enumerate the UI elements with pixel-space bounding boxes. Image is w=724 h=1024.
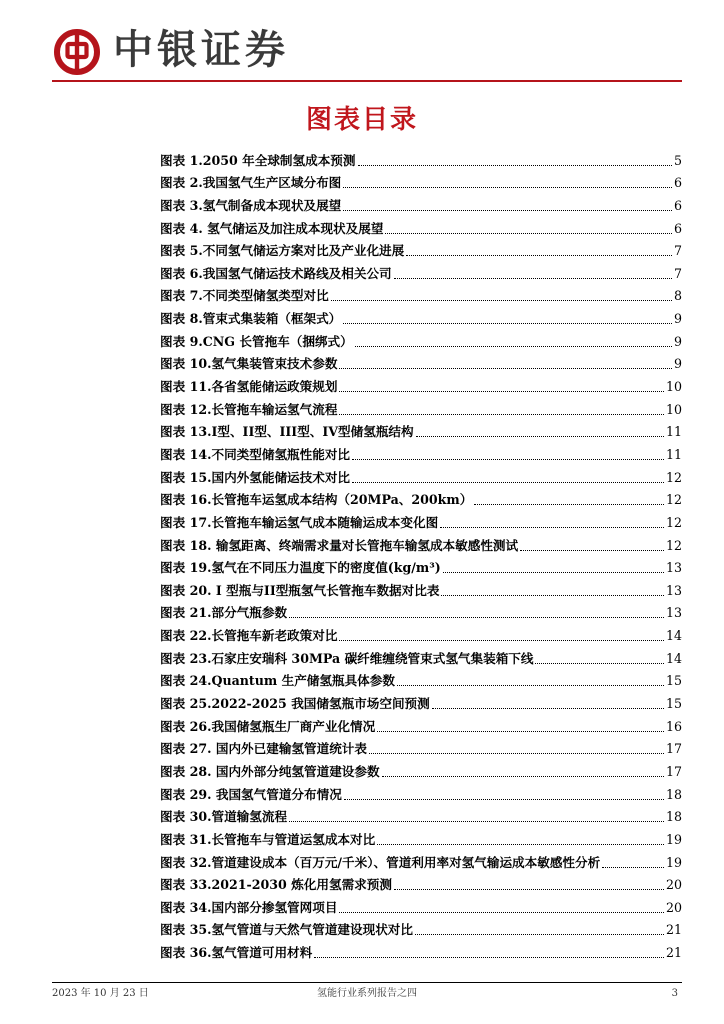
toc-entry-page[interactable]: 20	[665, 899, 682, 915]
header-divider	[52, 80, 682, 82]
toc-dot-leader	[377, 730, 664, 732]
toc-entry[interactable]	[160, 169, 682, 192]
toc-entry-title[interactable]: 图表 19.氢气在不同压力温度下的密度值(kg/m³)	[160, 560, 441, 576]
toc-entry[interactable]	[160, 893, 682, 916]
toc-dot-leader	[289, 820, 664, 822]
toc-entry[interactable]	[160, 372, 682, 395]
toc-entry[interactable]	[160, 667, 682, 690]
toc-entry[interactable]	[160, 440, 682, 463]
toc-dot-leader	[352, 481, 664, 483]
toc-entry-title[interactable]: 图表 29. 我国氢气管道分布情况	[160, 786, 342, 802]
toc-entry-page[interactable]: 19	[665, 831, 682, 847]
toc-entry[interactable]	[160, 327, 682, 350]
toc-entry-title[interactable]: 图表 11.各省氢能储运政策规划	[160, 379, 338, 395]
toc-entry-page[interactable]: 18	[665, 809, 682, 825]
toc-entry-page[interactable]: 21	[665, 945, 682, 961]
footer-date: 2023 年 10 月 23 日	[52, 988, 149, 999]
toc-dot-leader	[415, 933, 664, 935]
toc-entry-page[interactable]: 17	[665, 763, 682, 779]
toc-entry-title[interactable]: 图表 18. 输氢距离、终端需求量对长管拖车输氢成本敏感性测试	[160, 537, 519, 553]
toc-entry[interactable]	[160, 689, 682, 712]
toc-entry[interactable]	[160, 486, 682, 509]
toc-entry-title[interactable]: 图表 6.我国氢气储运技术路线及相关公司	[160, 265, 392, 281]
toc-title: 图表目录	[305, 105, 418, 135]
toc-entry[interactable]	[160, 418, 682, 441]
toc-entry[interactable]	[160, 735, 682, 758]
toc-dot-leader	[369, 752, 664, 754]
page-header	[0, 0, 724, 84]
toc-entry-page[interactable]: 12	[665, 492, 682, 508]
toc-entry-page[interactable]: 12	[665, 514, 682, 530]
toc-entry-title[interactable]: 图表 3.氢气制备成本现状及展望	[160, 197, 342, 213]
toc-entry[interactable]	[160, 259, 682, 282]
toc-entry-page[interactable]: 15	[665, 696, 682, 712]
toc-entry[interactable]	[160, 848, 682, 871]
toc-entry[interactable]	[160, 757, 682, 780]
toc-dot-leader	[355, 345, 672, 347]
toc-dot-leader	[406, 254, 672, 256]
toc-entry-title[interactable]: 图表 13.I型、II型、III型、IV型储氢瓶结构	[160, 424, 414, 440]
toc-entry-page[interactable]: 10	[665, 401, 682, 417]
toc-entry-page[interactable]: 11	[665, 424, 682, 440]
toc-dot-leader	[344, 798, 664, 800]
toc-entry-title[interactable]: 图表 21.部分气瓶参数	[160, 605, 288, 621]
toc-entry[interactable]	[160, 531, 682, 554]
toc-entry-title[interactable]: 图表 16.长管拖车运氢成本结构（20MPa、200km）	[160, 492, 473, 508]
toc-entry-page[interactable]: 21	[665, 922, 682, 938]
toc-dot-leader	[339, 390, 664, 392]
toc-entry-title[interactable]: 图表 25.2022-2025 我国储氢瓶市场空间预测	[160, 696, 430, 712]
toc-entry-page[interactable]: 14	[665, 628, 682, 644]
toc-entry-page[interactable]: 9	[673, 333, 682, 349]
toc-entry-title[interactable]: 图表 36.氢气管道可用材料	[160, 945, 313, 961]
toc-entry-title[interactable]: 图表 7.不同类型储氢类型对比	[160, 288, 329, 304]
toc-entry-page[interactable]: 13	[665, 605, 682, 621]
toc-dot-leader	[441, 594, 664, 596]
toc-entry-page[interactable]: 9	[673, 356, 682, 372]
toc-dot-leader	[339, 911, 664, 913]
toc-entry-page[interactable]: 6	[673, 175, 682, 191]
toc-entry-page[interactable]: 14	[665, 650, 682, 666]
toc-entry-page[interactable]: 12	[665, 537, 682, 553]
toc-entry[interactable]	[160, 282, 682, 305]
toc-entry[interactable]	[160, 576, 682, 599]
toc-entry-title[interactable]: 图表 35.氢气管道与天然气管道建设现状对比	[160, 922, 413, 938]
toc-entry-page[interactable]: 20	[665, 877, 682, 893]
footer-divider	[52, 982, 682, 983]
toc-entry-page[interactable]: 7	[673, 265, 682, 281]
toc-entry-page[interactable]: 16	[665, 718, 682, 734]
toc-entry-page[interactable]: 17	[665, 741, 682, 757]
toc-entry-title[interactable]: 图表 10.氢气集装管束技术参数	[160, 356, 338, 372]
toc-entry-title[interactable]: 图表 9.CNG 长管拖车（捆绑式）	[160, 333, 353, 349]
toc-dot-leader	[382, 775, 664, 777]
toc-list	[160, 146, 682, 961]
toc-entry[interactable]	[160, 395, 682, 418]
toc-dot-leader	[343, 209, 672, 211]
toc-dot-leader	[352, 458, 664, 460]
toc-entry-title[interactable]: 图表 22.长管拖车新老政策对比	[160, 628, 338, 644]
toc-entry-title[interactable]: 图表 28. 国内外部分纯氢管道建设参数	[160, 763, 380, 779]
toc-dot-leader	[474, 503, 664, 505]
toc-entry-title[interactable]: 图表 12.长管拖车输运氢气流程	[160, 401, 338, 417]
toc-entry[interactable]	[160, 304, 682, 327]
toc-dot-leader	[394, 888, 664, 890]
page-footer	[52, 986, 682, 1002]
toc-entry-page[interactable]: 6	[673, 197, 682, 213]
toc-entry[interactable]	[160, 621, 682, 644]
toc-entry[interactable]	[160, 237, 682, 260]
toc-entry[interactable]	[160, 191, 682, 214]
toc-dot-leader	[377, 843, 664, 845]
toc-entry[interactable]	[160, 463, 682, 486]
toc-entry[interactable]	[160, 350, 682, 373]
toc-dot-leader	[339, 367, 672, 369]
toc-entry-title[interactable]: 图表 26.我国储氢瓶生厂商产业化情况	[160, 718, 376, 734]
toc-dot-leader	[602, 866, 664, 868]
toc-entry[interactable]	[160, 554, 682, 577]
toc-entry-page[interactable]: 10	[665, 379, 682, 395]
toc-dot-leader	[314, 956, 664, 958]
toc-entry-page[interactable]: 5	[673, 152, 682, 168]
toc-dot-leader	[397, 684, 664, 686]
toc-entry-title[interactable]: 图表 34.国内部分掺氢管网项目	[160, 899, 338, 915]
toc-dot-leader	[440, 526, 664, 528]
toc-dot-leader	[416, 435, 664, 437]
toc-entry-title[interactable]: 图表 17.长管拖车输运氢气成本随输运成本变化图	[160, 514, 439, 530]
toc-entry-page[interactable]: 6	[673, 220, 682, 236]
toc-dot-leader	[432, 707, 664, 709]
toc-entry[interactable]	[160, 599, 682, 622]
toc-entry-title[interactable]: 图表 8.管束式集装箱（框架式）	[160, 311, 342, 327]
toc-dot-leader	[339, 639, 664, 641]
toc-entry-title[interactable]: 图表 14.不同类型储氢瓶性能对比	[160, 446, 351, 462]
bank-of-china-logo-icon	[53, 28, 101, 76]
toc-entry-title[interactable]: 图表 24.Quantum 生产储氢瓶具体参数	[160, 673, 395, 689]
toc-dot-leader	[343, 186, 672, 188]
toc-entry-title[interactable]: 图表 30.管道输氢流程	[160, 809, 288, 825]
toc-entry-page[interactable]: 8	[673, 288, 682, 304]
toc-entry-title[interactable]: 图表 23.石家庄安瑞科 30MPa 碳纤维缠绕管束式氢气集装箱下线	[160, 650, 534, 666]
toc-dot-leader	[343, 322, 672, 324]
toc-entry[interactable]	[160, 146, 682, 169]
toc-dot-leader	[358, 164, 672, 166]
toc-entry-page[interactable]: 9	[673, 311, 682, 327]
toc-entry-title[interactable]: 图表 33.2021-2030 炼化用氢需求预测	[160, 877, 392, 893]
toc-entry-title[interactable]: 图表 2.我国氢气生产区域分布图	[160, 175, 342, 191]
toc-dot-leader	[520, 549, 664, 551]
toc-entry-page[interactable]: 19	[665, 854, 682, 870]
toc-entry[interactable]	[160, 780, 682, 803]
toc-entry-title[interactable]: 图表 5.不同氢气储运方案对比及产业化进展	[160, 243, 405, 259]
toc-entry-title[interactable]: 图表 32.管道建设成本（百万元/千米）、管道利用率对氢气输运成本敏感性分析	[160, 854, 601, 870]
footer-series-title: 氢能行业系列报告之四	[317, 988, 417, 999]
brand-name: 中银证券	[113, 26, 289, 73]
toc-entry-page[interactable]: 18	[665, 786, 682, 802]
toc-dot-leader	[331, 299, 672, 301]
toc-entry-page[interactable]: 13	[665, 560, 682, 576]
toc-entry[interactable]	[160, 644, 682, 667]
toc-dot-leader	[535, 662, 663, 664]
toc-entry[interactable]	[160, 508, 682, 531]
footer-page-number: 3	[671, 988, 678, 999]
toc-entry-title[interactable]: 图表 1.2050 年全球制氢成本预测	[160, 152, 356, 168]
toc-entry-page[interactable]: 12	[665, 469, 682, 485]
toc-entry[interactable]	[160, 825, 682, 848]
toc-entry-title[interactable]: 图表 20. I 型瓶与II型瓶氢气长管拖车数据对比表	[160, 582, 440, 598]
toc-entry-title[interactable]: 图表 27. 国内外已建输氢管道统计表	[160, 741, 367, 757]
toc-entry[interactable]	[160, 712, 682, 735]
toc-entry[interactable]	[160, 803, 682, 826]
toc-dot-leader	[394, 277, 672, 279]
toc-entry[interactable]	[160, 871, 682, 894]
toc-dot-leader	[289, 616, 664, 618]
toc-entry-title[interactable]: 图表 31.长管拖车与管道运氢成本对比	[160, 831, 376, 847]
toc-dot-leader	[385, 232, 672, 234]
toc-entry[interactable]	[160, 938, 682, 961]
toc-entry-title[interactable]: 图表 15.国内外氢能储运技术对比	[160, 469, 351, 485]
toc-entry-page[interactable]: 7	[673, 243, 682, 259]
toc-entry[interactable]	[160, 916, 682, 939]
toc-entry-page[interactable]: 13	[665, 582, 682, 598]
toc-entry-page[interactable]: 15	[665, 673, 682, 689]
toc-entry-page[interactable]: 11	[665, 446, 682, 462]
toc-entry-title[interactable]: 图表 4. 氢气储运及加注成本现状及展望	[160, 220, 384, 236]
toc-entry[interactable]	[160, 214, 682, 237]
toc-dot-leader	[443, 571, 664, 573]
toc-dot-leader	[339, 413, 664, 415]
